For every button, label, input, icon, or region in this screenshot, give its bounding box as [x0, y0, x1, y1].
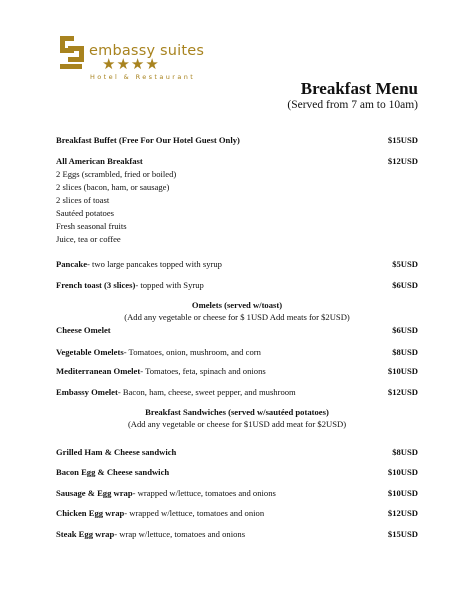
menu-item-sandwich [56, 528, 418, 540]
omelets-heading: Omelets (served w/toast) [191, 300, 283, 310]
sandwiches-heading: Breakfast Sandwiches (served w/sautéed potatoes) [145, 407, 329, 417]
item-desc: - two large pancakes topped with syrup [87, 259, 222, 269]
item-price: $8USD [392, 447, 418, 457]
item-name: Pancake [56, 259, 88, 269]
item-name: Chicken Egg wrap [56, 508, 125, 518]
sandwiches-note: (Add any vegetable or cheese for $1USD add meat for $2USD) [127, 419, 347, 429]
item-desc: - wrapped w/lettuce, tomatoes and onions [132, 488, 276, 498]
item-price: $12USD [387, 387, 418, 397]
menu-item-omelet [56, 386, 418, 398]
item-name: Grilled Ham & Cheese sandwich [56, 447, 177, 457]
logo-stars: ★★★★ [102, 55, 160, 73]
menu-item-omelet [56, 346, 418, 358]
menu-hours: (Served from 7 am to 10am) [287, 99, 418, 111]
menu-item-omelet [56, 324, 418, 336]
item-name: Embassy Omelet [56, 387, 118, 397]
list-item: 2 slices (bacon, ham, or sausage) [56, 182, 170, 192]
menu-item-sandwich [56, 446, 418, 458]
item-name: Mediterranean Omelet [56, 366, 141, 376]
item-price: $15USD [387, 135, 418, 145]
logo-subtitle: Hotel & Restaurant [90, 73, 196, 81]
logo-brand-text: embassy suites [89, 43, 205, 59]
item-price: $5USD [392, 259, 418, 269]
item-price: $10USD [387, 488, 418, 498]
item-desc: - Tomatoes, onion, mushroom, and corn [123, 347, 261, 357]
item-desc: - Bacon, ham, cheese, sweet pepper, and mushroom [117, 387, 296, 397]
item-desc: - topped with Syrup [135, 280, 204, 290]
item-price: $10USD [387, 366, 418, 376]
menu-item-buffet [56, 134, 418, 146]
menu-item-french-toast [56, 279, 418, 291]
menu-item-sandwich [56, 466, 418, 478]
item-name: Steak Egg wrap [56, 529, 115, 539]
item-name: Cheese Omelet [56, 325, 111, 335]
item-price: $6USD [392, 325, 418, 335]
item-name: All American Breakfast [56, 156, 143, 166]
item-name: Sausage & Egg wrap [56, 488, 133, 498]
list-item: Juice, tea or coffee [56, 234, 121, 244]
menu-item-sandwich [56, 507, 418, 519]
hotel-logo [56, 30, 206, 82]
item-desc: - wrap w/lettuce, tomatoes and onions [114, 529, 246, 539]
list-item: Fresh seasonal fruits [56, 221, 127, 231]
item-name: Bacon Egg & Cheese sandwich [56, 467, 170, 477]
item-name: Breakfast Buffet (Free For Our Hotel Guest Only) [56, 135, 240, 145]
item-price: $12USD [387, 156, 418, 166]
list-item: 2 slices of toast [56, 195, 110, 205]
menu-title: Breakfast Menu [300, 79, 418, 98]
menu-item-sandwich [56, 487, 418, 499]
menu-item-omelet [56, 365, 418, 377]
item-price: $8USD [392, 347, 418, 357]
item-desc: - wrapped w/lettuce, tomatoes and onion [124, 508, 265, 518]
item-desc: - Tomatoes, feta, spinach and onions [140, 366, 266, 376]
item-price: $6USD [392, 280, 418, 290]
item-name: French toast (3 slices) [56, 280, 136, 290]
embassy-logo-mark-icon [56, 32, 88, 72]
item-price: $12USD [387, 508, 418, 518]
list-item: 2 Eggs (scrambled, fried or boiled) [56, 169, 177, 179]
list-item: Sautéed potatoes [56, 208, 114, 218]
omelets-note: (Add any vegetable or cheese for $ 1USD Add meats for $2USD) [124, 312, 350, 322]
item-price: $15USD [387, 529, 418, 539]
item-name: Vegetable Omelets [56, 347, 124, 357]
item-price: $10USD [387, 467, 418, 477]
menu-item-american [56, 155, 418, 167]
menu-item-pancake [56, 258, 418, 270]
